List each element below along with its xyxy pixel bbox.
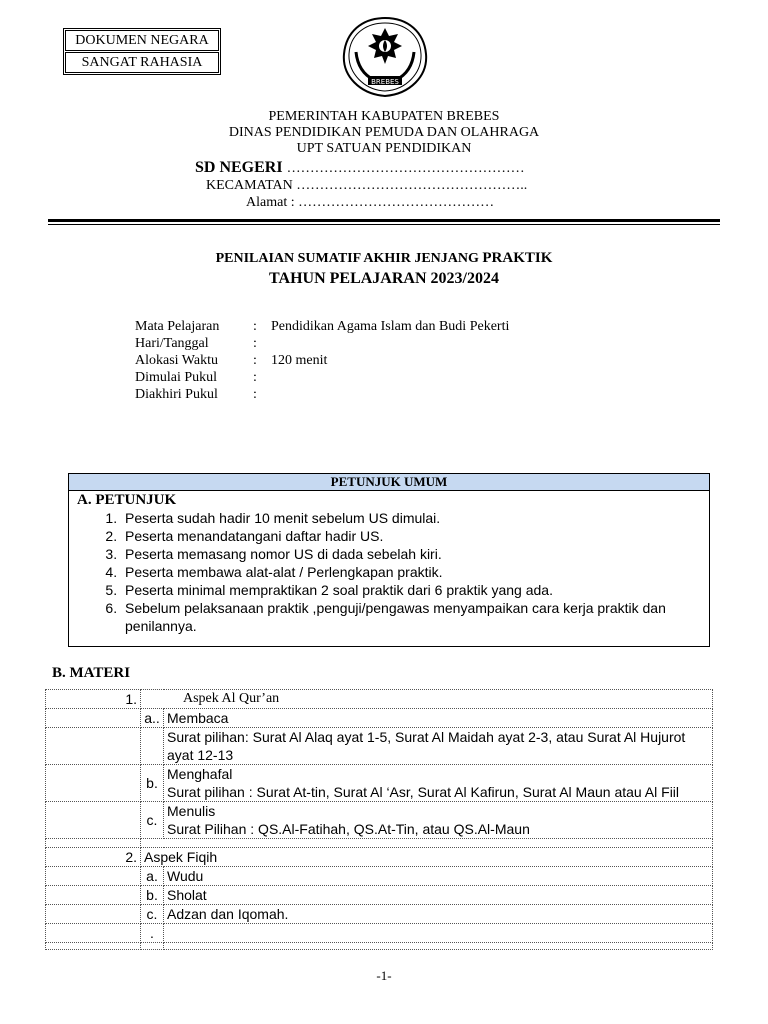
info-label: Alokasi Waktu [135,353,218,368]
info-row [135,386,509,403]
sub-letter: c. [141,802,164,839]
header-line-1: PEMERINTAH KABUPATEN BREBES [268,109,500,124]
stamp-line-1: DOKUMEN NEGARA [65,30,219,51]
table-row [46,802,713,839]
info-row [135,369,509,386]
sub-letter: b. [141,765,164,802]
table-row [46,867,713,886]
sub-title: Sholat [164,886,713,905]
table-row [46,848,713,867]
info-value: Pendidikan Agama Islam dan Budi Pekerti [271,319,510,334]
table-row [46,924,713,943]
stamp-line-2: SANGAT RAHASIA [65,52,219,73]
sub-letter: a. [141,867,164,886]
info-row [135,335,509,352]
materi-table [45,689,713,950]
info-sep: : [253,353,257,368]
sub-content [164,802,713,839]
sub-title: Menghafal [167,766,233,782]
kecamatan-line: KECAMATAN ………………………………………….. [206,178,528,193]
info-row [135,318,509,335]
general-instructions-box [68,473,710,647]
document-title [0,250,768,267]
info-sep: : [253,387,257,402]
header-line-2: DINAS PENDIDIKAN PEMUDA DAN OLAHRAGA [228,125,540,140]
sub-letter: b. [141,886,164,905]
info-row [135,352,509,369]
page-number: -1- [376,968,392,983]
table-row [46,886,713,905]
table-row [46,905,713,924]
aspect-title: Aspek Fiqih [141,848,713,867]
school-label: SD NEGERI [195,159,283,176]
info-sep: : [253,336,257,351]
info-value: 120 menit [271,353,328,368]
sub-detail: Surat pilihan: Surat Al Alaq ayat 1-5, Surat Al Maidah ayat 2-3, atau Surat Al Hujurot ayat 12-13 [164,728,713,765]
school-name-blank: …………………………………………… [286,161,525,176]
info-label: Dimulai Pukul [135,370,218,385]
sub-title: Adzan dan Iqomah. [164,905,713,924]
kabupaten-brebes-seal-icon [338,14,432,100]
header-rule-thin [48,224,720,225]
header-rule-thick [48,219,720,222]
table-row [46,728,713,765]
table-row [46,943,713,950]
aspect-title: Aspek Al Qur’an [141,690,713,709]
sub-letter: . [141,924,164,943]
row-number: 2. [46,848,141,867]
info-label: Mata Pelajaran [135,319,220,334]
sub-detail: Surat Pilihan : QS.Al-Fatihah, QS.At-Tin, atau QS.Al-Maun [167,821,530,837]
sub-letter: a.. [141,709,164,728]
alamat-line: Alamat : …………………………………… [246,195,495,210]
instruction-item: 5. Peserta minimal mempraktikan 2 soal praktik dari 6 praktik yang ada. [121,581,709,599]
info-label: Hari/Tanggal [135,336,209,351]
sub-detail: Surat pilihan : Surat At-tin, Surat Al ‘Asr, Surat Al Kafirun, Surat Al Maun atau Al Fiil [167,784,680,800]
table-row [46,765,713,802]
instruction-item: 1. Peserta sudah hadir 10 menit sebelum US dimulai. [121,509,709,527]
sub-content [164,765,713,802]
classification-stamp [63,28,221,75]
info-sep: : [253,319,257,334]
instruction-item: 6. Sebelum pelaksanaan praktik ,penguji/pengawas menyampaikan cara kerja praktik dan penilannya. [121,599,709,635]
instructions-list [69,509,709,635]
academic-year: TAHUN PELAJARAN 2023/2024 [269,270,499,287]
instructions-header: PETUNJUK UMUM [69,474,709,491]
instructions-subtitle: A. PETUNJUK [77,492,177,508]
title-part-1: PENILAIAN SUMATIF AKHIR JENJANG [215,251,483,266]
title-part-2: PRAKTIK [482,250,553,266]
info-label: Diakhiri Pukul [135,387,218,402]
instruction-item: 3. Peserta memasang nomor US di dada sebelah kiri. [121,545,709,563]
header-line-3: UPT SATUAN PENDIDIKAN [296,141,472,156]
instruction-item: 4. Peserta membawa alat-alat / Perlengkapan praktik. [121,563,709,581]
instruction-item: 2. Peserta menandatangani daftar hadir US. [121,527,709,545]
seal-text: BREBES [371,78,399,86]
table-row [46,709,713,728]
sub-title: Wudu [164,867,713,886]
exam-info [135,318,509,403]
sub-title: Membaca [164,709,713,728]
table-row [46,690,713,709]
info-sep: : [253,370,257,385]
sub-title: Menulis [167,803,216,819]
row-number: 1. [46,690,141,709]
table-row [46,839,713,848]
materi-heading: B. MATERI [52,665,131,681]
school-name-line [195,159,525,177]
sub-letter: c. [141,905,164,924]
